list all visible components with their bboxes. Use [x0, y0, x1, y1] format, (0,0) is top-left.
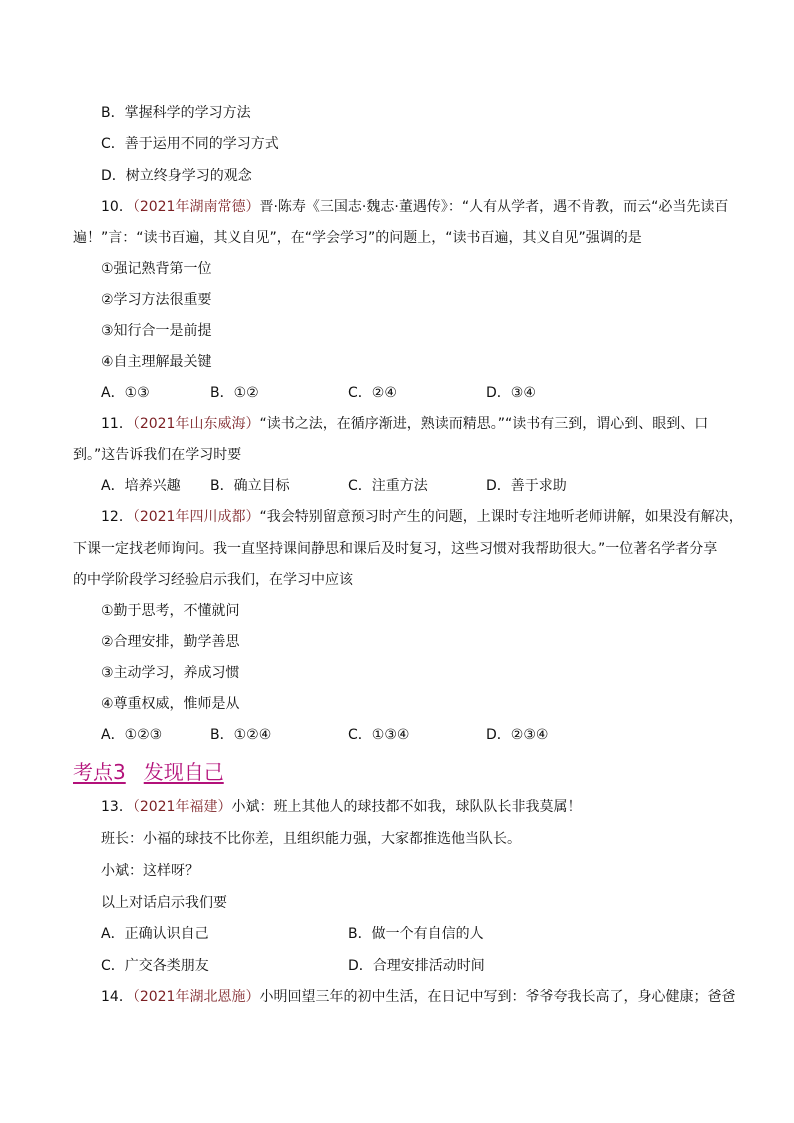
q10-choice-d: D．③④ — [486, 385, 536, 401]
q10-choice-a: A．①③ — [101, 385, 150, 401]
q12-item-4: ④尊重权威，惟师是从 — [101, 696, 240, 712]
q9-option-c: C．善于运用不同的学习方式 — [101, 136, 279, 152]
q13-choice-c: C．广交各类朋友 — [101, 958, 209, 974]
q10-choice-c: C．②④ — [348, 385, 397, 401]
q13-stem-line1 — [101, 797, 581, 817]
q12-item-2: ②合理安排，勤学善思 — [101, 634, 240, 650]
q10-item-4: ④自主理解最关键 — [101, 354, 212, 370]
q12-choice-b: B．①②④ — [210, 727, 272, 743]
q13-source: （2021年福建） — [132, 799, 232, 815]
section-label: 考点3 — [73, 760, 126, 784]
q12-item-3: ③主动学习，养成习惯 — [101, 665, 240, 681]
q12-source: （2021年四川成都） — [132, 509, 260, 525]
q12-choice-a: A．①②③ — [101, 727, 163, 743]
q9-option-b: B．掌握科学的学习方法 — [101, 105, 251, 121]
q12-choice-c: C．①③④ — [348, 727, 410, 743]
q11-choice-c: C．注重方法 — [348, 478, 428, 494]
q10-item-3: ③知行合一是前提 — [101, 323, 212, 339]
q10-stem-text1: 晋·陈寿《三国志·魏志·董遇传》：“人有从学者，遇不肯教，而云“必当先读百 — [259, 199, 729, 215]
q10-stem-line2: 遍！”言：“读书百遍，其义自见”，在“学会学习”的问题上，“读书百遍，其义自见”强调的是 — [73, 230, 642, 246]
q11-source: （2021年山东威海） — [132, 416, 260, 432]
q12-stem-text1: “我会特别留意预习时产生的问题，上课时专注地听老师讲解，如果没有解决， — [259, 509, 743, 525]
q13-number: 13． — [101, 799, 133, 815]
q14-stem-line1 — [101, 987, 735, 1007]
q11-choice-b: B．确立目标 — [210, 478, 290, 494]
q10-stem-line1 — [101, 197, 728, 217]
q12-number: 12． — [101, 509, 133, 525]
q14-stem-text1: 小明回望三年的初中生活，在日记中写到：爷爷夸我长高了，身心健康；爸爸 — [259, 989, 736, 1005]
q13-stem-line4: 以上对话启示我们要 — [101, 895, 227, 911]
q10-item-2: ②学习方法很重要 — [101, 292, 212, 308]
q12-stem-line1 — [101, 507, 743, 527]
q10-item-1: ①强记熟背第一位 — [101, 261, 212, 277]
q11-stem-line2: 到。”这告诉我们在学习时要 — [73, 447, 242, 463]
q11-choice-d: D．善于求助 — [486, 478, 567, 494]
q14-source: （2021年湖北恩施） — [132, 989, 260, 1005]
q13-choice-d: D．合理安排活动时间 — [348, 958, 485, 974]
q13-choice-a: A．正确认识自己 — [101, 926, 209, 942]
q12-stem-line2: 下课一定找老师询问。我一直坚持课间静思和课后及时复习，这些习惯对我帮助很大。”一位著名学者分享 — [73, 541, 718, 557]
q13-stem-line2: 班长：小福的球技不比你差，且组织能力强，大家都推选他当队长。 — [101, 831, 521, 847]
q11-choice-a: A．培养兴趣 — [101, 478, 181, 494]
q11-number: 11． — [101, 416, 133, 432]
q10-source: （2021年湖南常德） — [132, 199, 260, 215]
q10-choice-b: B．①② — [210, 385, 259, 401]
q13-stem-line3: 小斌：这样呀？ — [101, 863, 199, 879]
q9-option-d: D．树立终身学习的观念 — [101, 168, 252, 184]
q11-stem-line1 — [101, 414, 708, 434]
q12-stem-line3: 的中学阶段学习经验启示我们，在学习中应该 — [73, 572, 353, 588]
q11-stem-text1: “读书之法，在循序渐进，熟读而精思。”“读书有三到，谓心到、眼到、口 — [259, 416, 709, 432]
q14-number: 14． — [101, 989, 133, 1005]
q12-item-1: ①勤于思考，不懂就问 — [101, 603, 240, 619]
q12-choice-d: D．②③④ — [486, 727, 549, 743]
section-heading — [73, 758, 224, 786]
q10-number: 10． — [101, 199, 133, 215]
q13-stem-text1: 小斌：班上其他人的球技都不如我，球队队长非我莫属！ — [231, 799, 582, 815]
q13-choice-b: B．做一个有自信的人 — [348, 926, 484, 942]
section-title: 发现自己 — [143, 760, 224, 784]
